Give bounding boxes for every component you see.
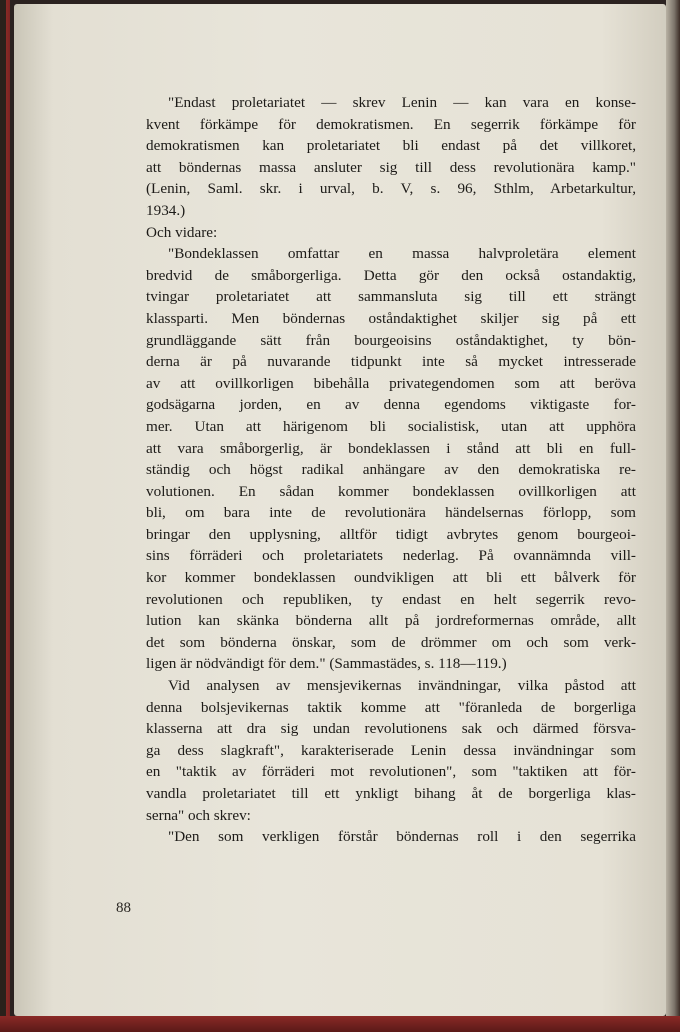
text-line: volutionen. En sådan kommer bondeklassen ovillkorligen att [146, 482, 636, 500]
book-cover-bottom [0, 1016, 680, 1032]
text-line: ständig och högst radikal anhängare av den demokratiska re- [146, 461, 636, 479]
text-line: en "taktik av förräderi mot revolutionen", som "taktiken att för- [146, 763, 636, 781]
body-text [146, 92, 636, 848]
text-line: Och vidare: [146, 223, 218, 241]
text-line: bli, om bara inte de revolutionära händelsernas förlopp, som [146, 504, 636, 522]
text-line: lution kan skänka bönderna allt på jordreformernas område, allt [146, 612, 636, 630]
text-line: klassparti. Men böndernas oståndaktighet skiljer sig på ett [146, 309, 636, 327]
text-line: bringar den upplysning, alltför tidigt avbrytes genom bourgeoi- [146, 525, 636, 543]
text-line: godsägarna jorden, en av denna egendoms viktigaste for- [146, 396, 636, 414]
text-line: "Den som verkligen förstår böndernas roll i den segerrika [168, 828, 636, 846]
text-line: att böndernas massa ansluter sig till dess revolutionära kamp." [146, 158, 636, 176]
text-line: sins förräderi och proletariatets nederlag. På ovannämnda vill- [146, 547, 636, 565]
text-line: klasserna att dra sig undan revolutionens sak och därmed försva- [146, 720, 636, 738]
text-line: kvent förkämpe för demokratismen. En segerrik förkämpe för [146, 115, 636, 133]
text-line: bredvid de småborgerliga. Detta gör den också ostandaktig, [146, 266, 636, 284]
text-line: ga dess slagkraft", karakteriserade Lenin dessa invändningar som [146, 741, 636, 759]
text-line: denna bolsjevikernas taktik komme att "föranleda de borgerliga [146, 698, 636, 716]
text-line: revolutionen och republiken, ty endast en helt segerrik revo- [146, 590, 636, 608]
text-line: (Lenin, Saml. skr. i urval, b. V, s. 96, Sthlm, Arbetarkultur, [146, 180, 636, 198]
text-line: kor kommer bondeklassen oundvikligen att bli ett bålverk för [146, 569, 636, 587]
text-line: "Endast proletariatet — skrev Lenin — kan vara en konse- [168, 94, 636, 111]
text-line: av att ovillkorligen bibehålla privategendomen som att beröva [146, 374, 636, 392]
text-line: "Bondeklassen omfattar en massa halvproletära element [168, 245, 636, 263]
text-line: tvingar proletariatet att sammansluta sig till ett strängt [146, 288, 636, 306]
text-line: grundläggande sätt från bourgeoisins oståndaktighet, ty bön- [146, 331, 636, 349]
text-line: mer. Utan att härigenom bli socialistisk, utan att upphöra [146, 417, 636, 435]
text-line: derna är på nuvarande tidpunkt inte så mycket intresserade [146, 353, 636, 371]
text-line: Vid analysen av mensjevikernas invändningar, vilka påstod att [168, 677, 636, 695]
text-line: att vara småborgerlig, är bondeklassen i stånd att bli en full- [146, 439, 636, 457]
page-number: 88 [116, 900, 131, 916]
book-edge-right [666, 0, 680, 1032]
text-line: demokratismen kan proletariatet bli endast på det villkoret, [146, 137, 636, 155]
text-line: det som bönderna önskar, som de drömmer om och som verk- [146, 633, 636, 651]
text-line: ligen är nödvändigt för dem." (Sammastädes, s. 118—119.) [146, 655, 507, 673]
page-sheet [14, 4, 666, 1016]
text-line: vandla proletariatet till ett ynkligt bihang åt de borgerliga klas- [146, 785, 636, 802]
text-line: 1934.) [146, 201, 186, 219]
text-line: serna" och skrev: [146, 806, 251, 824]
